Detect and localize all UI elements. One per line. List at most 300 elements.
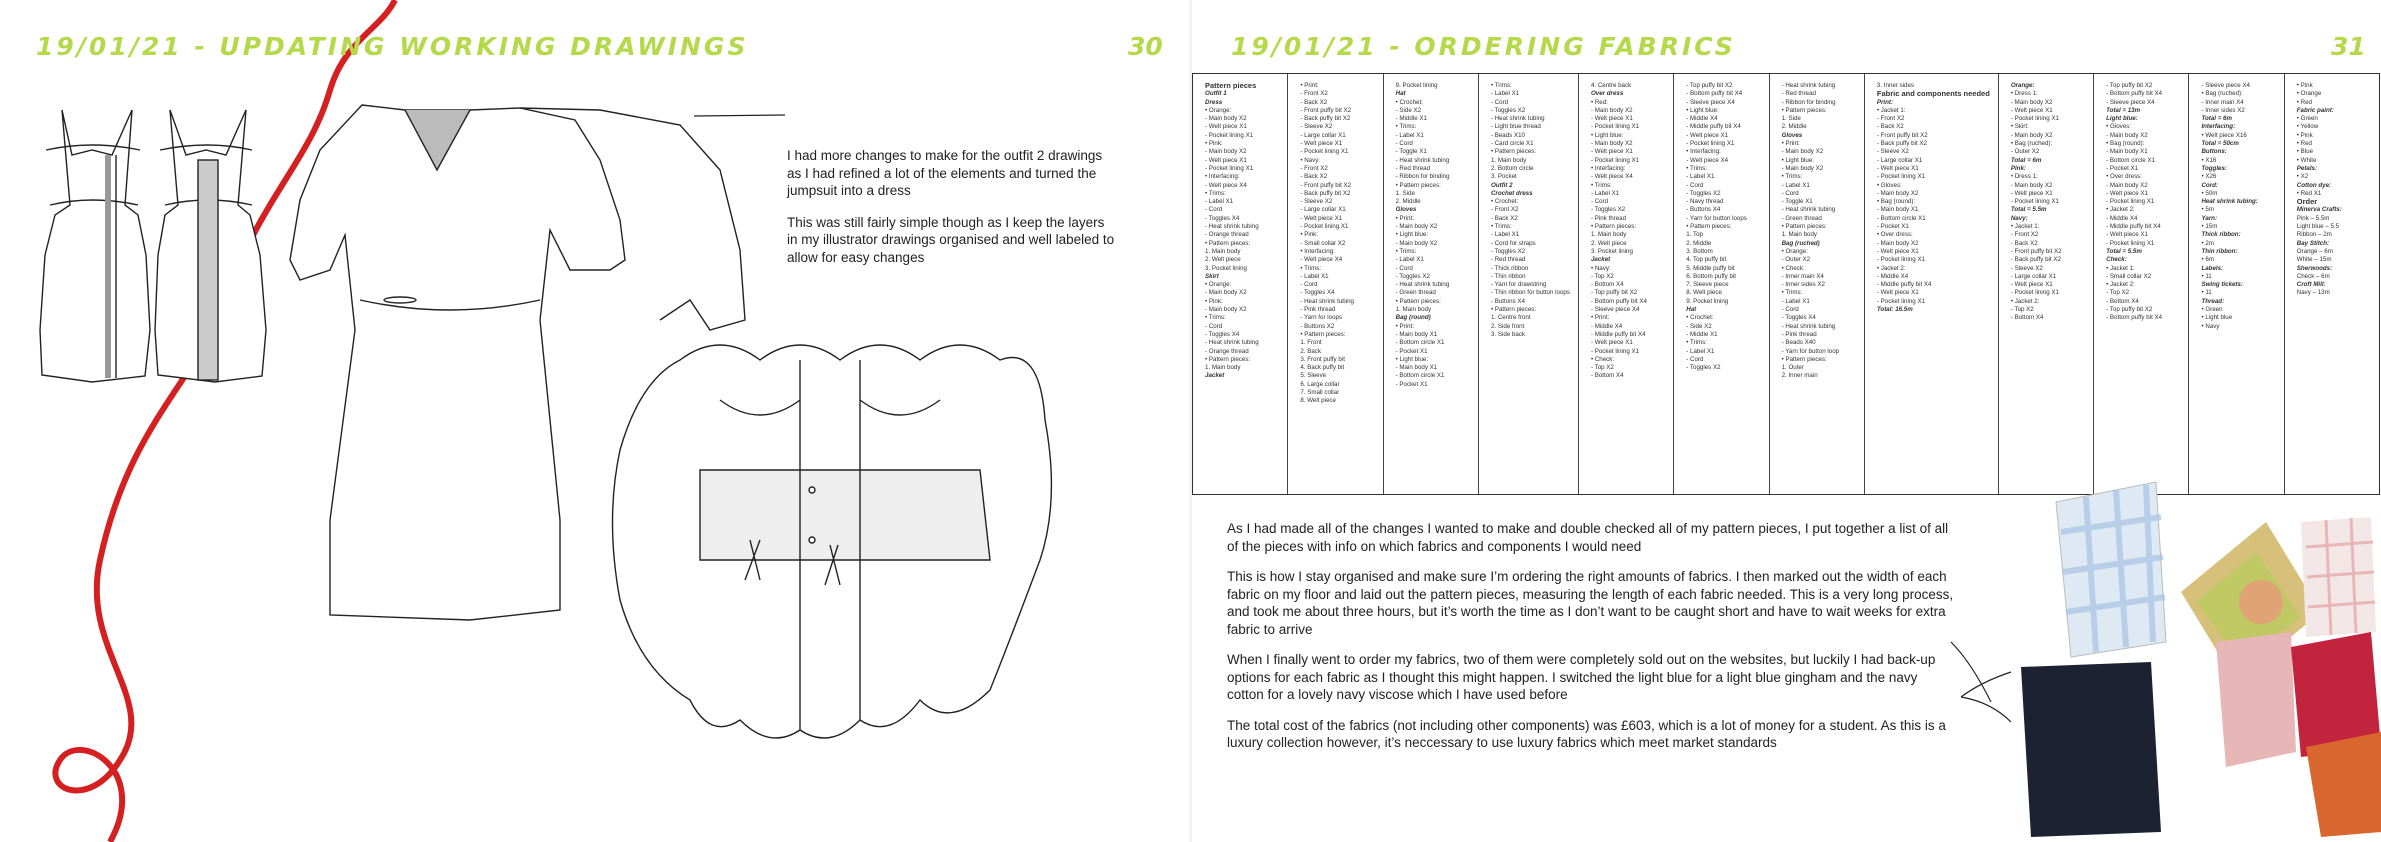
fabric-list-line: Bag (round)	[1395, 314, 1431, 322]
drawing-notes	[787, 147, 1117, 266]
fabric-list-line: - Cord	[1781, 189, 1799, 197]
fabric-list-line: - Middle X1	[1395, 115, 1427, 123]
fabric-list-line: 3. Inner sides	[1876, 82, 1915, 89]
fabric-list-line: - Bottom X4	[2106, 297, 2139, 305]
fabric-list-line: - Yarn for button loop	[1781, 347, 1840, 355]
fabric-list-line: Total = 6m	[2010, 156, 2042, 164]
fabric-list-line: Cotton dye:	[2296, 181, 2332, 189]
fabric-list-line: • X2	[2296, 173, 2309, 181]
fabric-list-line: - Small collar X2	[2106, 272, 2152, 280]
fabric-list-line: - Front X2	[2010, 231, 2039, 239]
fabric-list-line: Total: 16.5m	[1876, 306, 1913, 314]
fabric-list-line: • Green	[2201, 306, 2223, 314]
fabric-list-line: • Skirt:	[2010, 123, 2029, 131]
fabric-list-line: • Blue	[2296, 148, 2314, 156]
fabric-list-line: - Main body X2	[1205, 115, 1247, 123]
fabric-list-line: 2. Welt piece	[1205, 256, 1241, 264]
fabric-list-line: • Orange:	[1205, 281, 1232, 289]
fabric-list-line: - Toggles X2	[1686, 189, 1721, 197]
fabric-list-line: Minerva Crafts:	[2296, 206, 2342, 214]
fabric-list-line: - Welt piece X1	[1300, 140, 1343, 148]
fabric-list-line: - Outer X2	[1781, 256, 1811, 264]
fabric-list-line: - Yarn for button loops	[1686, 214, 1747, 222]
fabric-list-line: • Pattern pieces:	[1686, 223, 1732, 231]
right-page	[1191, 0, 2381, 842]
fabric-list-line: 1. Main body	[1781, 231, 1817, 239]
fabric-list-line: Thin ribbon:	[2201, 247, 2238, 255]
fabric-list-line: - Back puffy bit X2	[1876, 140, 1927, 148]
fabric-list-line: - Front X2	[1300, 164, 1328, 172]
fabric-list-line: - Bottom X4	[1590, 372, 1624, 380]
fabric-list-line: - Light blue thread	[1490, 123, 1541, 131]
fabric-list-line: • Orange:	[1205, 106, 1232, 114]
fabric-list-line: • Jacket 1:	[2106, 264, 2135, 272]
fabric-list-line: - Main body X1	[1395, 364, 1438, 372]
fabric-list-line: - Red thread	[1781, 90, 1816, 98]
fabric-list-line: 1. Top	[1686, 231, 1703, 239]
fabric-list-line: - Pocket lining X1	[1876, 173, 1926, 181]
fabric-list-line: - Main body X2	[2010, 131, 2053, 139]
fabric-list-line: Outfit 1	[1205, 90, 1227, 98]
fabric-list-line: - Bottom X4	[1590, 281, 1624, 289]
fabric-list-line: - Label X1	[1490, 90, 1520, 98]
fabric-list-line: - Back X2	[2010, 239, 2038, 247]
fabric-list-line: - Navy thread	[1686, 198, 1724, 206]
fabric-list-line: 7. Sleeve piece	[1686, 281, 1729, 289]
fabric-list-line: • Print:	[1395, 214, 1414, 222]
fabric-list-line: - Outer X2	[2010, 148, 2040, 156]
fabric-list-line: - Label X1	[1205, 198, 1234, 206]
fabric-list-line: Interfacing:	[2201, 123, 2236, 131]
fabric-list-line: - Main body X2	[1876, 189, 1919, 197]
fabric-list-line: - Top puffy bit X2	[2106, 306, 2153, 314]
fabric-list-line: 3. Pocket lining	[1205, 264, 1247, 272]
fabric-list-line: Orange:	[2010, 82, 2035, 89]
fabric-list-line: - Large collar X1	[1300, 206, 1346, 214]
fabric-list-line: - Welt piece X4	[1205, 181, 1247, 189]
fabric-list-line: • Navy:	[1590, 264, 1611, 272]
fabric-list-line: - Thin ribbon for button loops	[1490, 289, 1570, 297]
fabric-list-line: - Ribbon for binding	[1395, 173, 1450, 181]
fabric-list-line: - Pocket lining X1	[2010, 289, 2059, 297]
fabric-list-line: 4. Top puffy bit	[1686, 256, 1727, 264]
page-number: 30	[1128, 32, 1163, 61]
fabric-list-line: - Pink thread	[1300, 306, 1336, 314]
fabric-list-line: - Front X2	[1490, 206, 1519, 214]
fabric-list-line: • Bag (round):	[2106, 140, 2145, 148]
fabric-list-line: - Toggle X1	[1781, 198, 1813, 206]
fabric-list-line: Skirt	[1205, 272, 1219, 280]
fabric-list-line: - Middle X4	[1686, 115, 1718, 123]
fabric-list-line: • Welt piece X16	[2201, 131, 2247, 139]
fabric-list-column	[1999, 74, 2094, 494]
fabric-list-line: • Pattern pieces:	[1205, 239, 1251, 247]
fabric-list-line: • Bag (ruched):	[2010, 140, 2053, 148]
fabric-list-line: Swing tickets:	[2201, 281, 2244, 289]
fabric-list-line: - Sleeve piece X4	[2201, 82, 2250, 89]
fabric-list-line: - Cord	[1205, 322, 1223, 330]
fabric-list-column	[1579, 74, 1674, 494]
left-page	[0, 0, 1190, 842]
fabric-list-line: • Yellow	[2296, 123, 2319, 131]
fabric-list-line: - Pocket lining X1	[1876, 256, 1926, 264]
fabric-list-column	[1865, 74, 1999, 494]
fabric-list-line: - Main body X2	[1205, 148, 1247, 156]
fabric-list-line: • Trims:	[1395, 247, 1417, 255]
fabric-list-line: • Trims:	[1490, 223, 1512, 231]
fabric-list-line: 2. Middle	[1781, 123, 1807, 131]
fabric-list-line: - Inner main X4	[2201, 98, 2244, 106]
fabric-list-line: Navy:	[2010, 214, 2028, 222]
fabric-list-line: - Middle X4	[2106, 214, 2138, 222]
fabric-list-line: - Ribbon for binding	[1781, 98, 1836, 106]
fabric-list-line: Orange – 6m	[2296, 247, 2333, 255]
fabric-list-line: Light blue – 5.5	[2296, 223, 2340, 231]
fabric-list-line: - Welt piece X4	[1590, 173, 1633, 181]
fabric-list-line: 2. Middle	[1686, 239, 1712, 247]
fabric-list-line: - Main body X2	[2010, 181, 2053, 189]
fabric-list-line: - Main body X2	[1395, 239, 1438, 247]
fabric-list-line: - Back puffy bit X2	[1300, 115, 1351, 123]
fabric-list-line: • Red	[2296, 140, 2312, 148]
fabric-list-line: Over dress	[1590, 90, 1624, 98]
fabric-list-line: - Side X2	[1395, 106, 1422, 114]
fabric-list-line: 8. Welt piece	[1686, 289, 1722, 297]
fabric-list-line: 8. Welt piece	[1300, 397, 1336, 405]
ordering-notes	[1227, 520, 1957, 765]
fabric-list-line: 2. Bottom circle	[1490, 164, 1534, 172]
fabric-list-line: • 5m	[2201, 206, 2214, 214]
fabric-list-line: • Trims:	[1205, 189, 1226, 197]
fabric-list-line: - Pocket lining X1	[2106, 198, 2155, 206]
fabric-list-line: - Heat shrink tubing	[1395, 156, 1450, 164]
fabric-list-line: - Welt piece X4	[1686, 156, 1729, 164]
fabric-list-line: - Heat shrink tubing	[1781, 322, 1836, 330]
fabric-list-line: - Label X1	[1686, 173, 1715, 181]
fabric-list-line: - Inner sides X2	[2201, 106, 2245, 114]
fabric-list-line: Croft Mill:	[2296, 281, 2326, 289]
fabric-list-line: Gloves	[1781, 131, 1803, 139]
fabric-list-line: • 15m	[2201, 223, 2218, 231]
fabric-list-line: - Heat shrink tubing	[1781, 206, 1836, 214]
fabric-list-line: - Bottom X4	[2010, 314, 2044, 322]
fabric-list-line: Jacket	[1590, 256, 1611, 264]
fabric-list-line: - Inner sides X2	[1781, 281, 1825, 289]
fabric-list-line: 6. Large collar	[1300, 380, 1340, 388]
fabric-list-line: - Bottom puffy bit X4	[2106, 90, 2163, 98]
fabric-list-line: Dress	[1205, 98, 1223, 106]
fabric-list-line: • Pink:	[1300, 231, 1318, 239]
corset-dress-back	[155, 110, 266, 382]
fabric-list-line: - Top X2	[2106, 289, 2130, 297]
fabric-list-line: • X26	[2201, 173, 2217, 181]
fabric-list-column	[1288, 74, 1383, 494]
fabric-list-line: Buttons:	[2201, 148, 2227, 156]
fabric-list-line: Print:	[1876, 98, 1894, 106]
fabric-list-line: - Heat shrink tubing	[1781, 82, 1836, 89]
fabric-list-line: - Toggles X2	[1490, 247, 1526, 255]
fabric-list-line: - Back X2	[1300, 98, 1328, 106]
fabric-list-line: - Thick ribbon	[1490, 264, 1529, 272]
fabric-list-line: - Cord	[1590, 198, 1609, 206]
fabric-list-line: 9. Pocket lining	[1686, 297, 1729, 305]
fabric-list-line: - Toggles X4	[1205, 214, 1240, 222]
fabric-list-line: 2. Middle	[1395, 198, 1421, 206]
fabric-list-line: - Large collar X1	[1876, 156, 1923, 164]
fabric-list-line: - Buttons X4	[1490, 297, 1525, 305]
fabric-list-line: • Print:	[1781, 140, 1800, 148]
fabric-list-line: • Print:	[1300, 82, 1319, 89]
fabric-list-line: - Top puffy bit X2	[1686, 82, 1733, 89]
fabric-list-line: - Main body X2	[1781, 148, 1824, 156]
fabric-list-line: - Thin ribbon	[1490, 272, 1526, 280]
fabric-list-line: • Trims:	[1590, 181, 1612, 189]
fabric-list-line: • Light blue:	[1395, 355, 1429, 363]
fabric-list-line: - Welt piece X1	[2010, 281, 2053, 289]
fabric-list-line: • Orange:	[1781, 247, 1808, 255]
ordering-paragraph-4: The total cost of the fabrics (not including other components) was £603, which is a lot of money for a student. As this is a luxury collection however, it’s neccessary to use luxury fabrics which meet market standards	[1227, 717, 1946, 750]
fabric-list-line: • Pattern pieces:	[1781, 223, 1827, 231]
fabric-list-line: 3. Side back	[1490, 330, 1525, 338]
fabric-list-line: - Pocket lining X1	[2010, 198, 2059, 206]
page-number: 31	[2331, 32, 2366, 61]
fabric-list-line: - Pocket lining X1	[1300, 148, 1349, 156]
fabric-list-line: - Buttons X2	[1300, 322, 1335, 330]
fabric-list-line: - Main body X2	[1590, 106, 1633, 114]
fabric-list-line: - Front puffy bit X2	[1300, 181, 1352, 189]
fabric-list-line: - Bottom circle X1	[1395, 339, 1445, 347]
fabric-list-line: • Pink:	[1205, 297, 1223, 305]
note-paragraph-2: This was still fairly simple though as I keep the layers in my illustrator drawings organised and well labeled to allow for easy changes	[787, 214, 1115, 265]
fabric-list-line: • 50m	[2201, 189, 2218, 197]
fabric-list-line: 1. Main body	[1590, 231, 1627, 239]
fabric-list-line: - Welt piece X1	[2010, 106, 2053, 114]
fabric-list-line: - Welt piece X1	[1590, 148, 1633, 156]
fabric-list-line: - Pocket lining X1	[1300, 223, 1349, 231]
fabric-list-line: - Main body X2	[1590, 140, 1633, 148]
fabric-list-line: • Dress 1:	[2010, 90, 2038, 98]
fabric-list-line: Total = 5.5m	[2010, 206, 2047, 214]
corset-dress-front	[40, 110, 150, 382]
fabric-list-line: - Label X1	[1781, 181, 1810, 189]
fabric-list-line: - Buttons X4	[1686, 206, 1721, 214]
note-paragraph-1: I had more changes to make for the outfit 2 drawings as I had refined a lot of the elements and turned the jumpsuit into a dress	[787, 148, 1103, 198]
fabric-list-line: • Print:	[1590, 314, 1610, 322]
fabric-list-line: 3. Pocket lining	[1590, 247, 1633, 255]
fabric-list-line: - Cord	[1300, 281, 1318, 289]
fabric-list-line: - Main body X2	[2106, 131, 2148, 139]
fabric-list-line: - Sleeve X2	[1300, 123, 1333, 131]
fabric-list-line: • Green	[2296, 115, 2318, 123]
fabric-list-line: 4. Back puffy bit	[1300, 364, 1345, 372]
fabric-list-line: - Middle X1	[1686, 330, 1718, 338]
fabric-list-line: - Heat shrink tubing	[1205, 339, 1259, 347]
fabric-list-line: 6. Bottom puffy bit	[1686, 272, 1737, 280]
fabric-list-line: 5. Sleeve	[1300, 372, 1327, 380]
fabric-list-line: Sherwoods:	[2296, 264, 2333, 272]
fabric-list-line: - Heat shrink tubing	[1490, 115, 1545, 123]
fabric-list-line: - Main body X1	[1876, 206, 1919, 214]
fabric-list-line: - Welt piece X1	[1205, 156, 1247, 164]
fabric-list-line: 1. Side	[1395, 189, 1415, 197]
fabric-list-line: Pink:	[2010, 164, 2026, 172]
ordering-paragraph-3: When I finally went to order my fabrics, two of them were completely sold out on the websites, but luckily I had back-up options for each fabric as I thought this might happen. I switched the light blue for a light blue gingham and the navy cotton for a lovely navy viscose which I have used before	[1227, 652, 1936, 702]
fabric-list-line: - Large collar X1	[1300, 131, 1346, 139]
fabric-list-line: - Label X1	[1300, 272, 1329, 280]
fabric-list-line: • Jacket 2:	[2106, 206, 2135, 214]
fabric-list-line: - Welt piece X1	[1300, 214, 1343, 222]
fabric-list-line: - Sleeve piece X4	[2106, 98, 2155, 106]
fabric-list-line: - Bottom puffy bit X4	[1590, 297, 1647, 305]
fabric-list-line: - Middle puffy bit X4	[1590, 330, 1646, 338]
fabric-list-line: • Trims:	[1205, 314, 1226, 322]
gingham-swatch	[2056, 482, 2166, 657]
fabric-list-line: • Pattern pieces:	[1395, 181, 1441, 189]
fabric-list-line: • Crochet:	[1490, 198, 1519, 206]
fabric-list-column	[2189, 74, 2284, 494]
fabric-list-line: 1. Main body	[1205, 247, 1241, 255]
fabric-list-line: - Green thread	[1781, 214, 1822, 222]
fabric-list-line: - Middle X4	[1876, 272, 1909, 280]
fabric-list-line: - Pocket X1	[1876, 223, 1909, 231]
fabric-list-line: - Cord	[1205, 206, 1223, 214]
fabric-list-line: 3. Front puffy bit	[1300, 355, 1345, 363]
fabric-list-line: - Green thread	[1395, 289, 1436, 297]
fabric-list-line: Thread:	[2201, 297, 2225, 305]
page-title: 19/01/21 - UPDATING WORKING DRAWINGS	[36, 32, 749, 61]
fabric-list-line: - Cord	[1395, 140, 1413, 148]
fabric-list-line: • Gloves:	[1876, 181, 1902, 189]
fabric-list-line: - Heat shrink tubing	[1300, 297, 1354, 305]
fabric-list-line: - Back puffy bit X2	[2010, 256, 2061, 264]
fabric-list-line: - Pocket lining X1	[2106, 239, 2155, 247]
fabric-list-column	[2285, 74, 2379, 494]
fabric-list-line: Toggles:	[2201, 164, 2227, 172]
fabric-list-line: Check:	[2106, 256, 2127, 264]
fabric-list-line: • Interfacing:	[1300, 247, 1335, 255]
fabric-list-line: - Pocket X1	[1395, 380, 1428, 388]
fabric-list-line: - Welt piece X1	[1590, 115, 1633, 123]
fabric-list-line: - Label X1	[1490, 231, 1520, 239]
fabric-list-line: - Beads X40	[1781, 339, 1816, 347]
fabric-list-line: Pattern pieces	[1205, 81, 1257, 90]
fabric-list-line: • Over dress:	[1876, 231, 1913, 239]
fabric-list-line: • Pattern pieces:	[1205, 355, 1251, 363]
fabric-list-column	[1384, 74, 1479, 494]
fabric-list-line: 3. Pocket	[1490, 173, 1517, 181]
fabric-list-line: • 11	[2201, 272, 2212, 280]
fabric-list-line: - Back puffy bit X2	[1300, 189, 1351, 197]
fabric-list-line: - Front puffy bit X2	[1876, 131, 1928, 139]
fabric-list-line: - Middle puffy bit X4	[1876, 281, 1932, 289]
fabric-list-line: - Front puffy bit X2	[2010, 247, 2062, 255]
fabric-list-line: Heat shrink tubing:	[2201, 198, 2258, 206]
fabric-list-line: Jacket	[1205, 372, 1225, 380]
fabric-list-line: • Pattern pieces:	[1300, 330, 1346, 338]
fabric-list-line: 2. Welt piece	[1590, 239, 1627, 247]
fabric-list-line: - Cord	[1781, 306, 1799, 314]
fabric-list-line: 5. Middle puffy bit	[1686, 264, 1735, 272]
fabric-list-line: • 11	[2201, 289, 2212, 297]
fabric-list-line: 4. Centre back	[1590, 82, 1632, 89]
fabric-list-line: • Red	[2296, 98, 2312, 106]
fabric-list-line: - Pocket lining X1	[2010, 115, 2059, 123]
fabric-list-line: - Red thread	[1490, 256, 1526, 264]
fabric-list-line: - Front X2	[1876, 115, 1905, 123]
fabric-list-line: - Cord	[1686, 181, 1704, 189]
navy-swatch	[2021, 662, 2161, 837]
fabric-list-line: • Navy	[2201, 322, 2220, 330]
fabric-list-line: Outfit 2	[1490, 181, 1513, 189]
fabric-list-line: - Cord for straps	[1490, 239, 1536, 247]
orange-swatch	[2306, 732, 2381, 837]
fabric-list-line: • Light blue:	[1590, 131, 1624, 139]
fabric-list-line: • Jacket 1:	[2010, 223, 2040, 231]
fabric-list-line: • Jacket 2:	[2010, 297, 2040, 305]
fabric-list-line: - Welt piece X1	[1876, 289, 1919, 297]
fabric-list-line: - Label X1	[1781, 297, 1810, 305]
fabric-list-line: - Sleeve piece X4	[1686, 98, 1735, 106]
fabric-list-line: - Welt piece X1	[2010, 189, 2053, 197]
fabric-list-line: Fabric paint:	[2296, 106, 2334, 114]
fabric-list-line: • Interfacing:	[1205, 173, 1240, 181]
fabric-list-line: • Jacket 2:	[2106, 281, 2135, 289]
fabric-list-line: - Main body X1	[1395, 330, 1438, 338]
fabric-list-line: - Sleeve piece X4	[1590, 306, 1640, 314]
fabric-list-line: 1. Side	[1781, 115, 1801, 123]
fabric-list-line: - Back X2	[1876, 123, 1904, 131]
fabric-list-line: Cord:	[2201, 181, 2218, 189]
fabric-list-line: • Gloves:	[2106, 123, 2131, 131]
fabric-list-line: - Toggles X2	[1395, 272, 1430, 280]
fabric-list-line: - Pocket lining X1	[1590, 123, 1640, 131]
fabric-list-line: - Welt piece X1	[1876, 247, 1919, 255]
check-swatch	[2301, 517, 2376, 637]
fabric-list-line: • X16	[2201, 156, 2217, 164]
fabric-list-line: - Main body X2	[1205, 306, 1247, 314]
fabric-list-line: • Trims:	[1300, 264, 1322, 272]
fabric-list-line: - Pocket lining X1	[1590, 156, 1640, 164]
fabric-list-line: - Welt piece X1	[1876, 164, 1919, 172]
fabric-list-line: - Back X2	[1300, 173, 1328, 181]
fabric-list-line: • Navy:	[1300, 156, 1321, 164]
fabric-list-line: 1. Main body	[1490, 156, 1527, 164]
fabric-list-line: - Middle X4	[1590, 322, 1623, 330]
fabric-list-line: • Trims:	[1686, 339, 1707, 347]
fabric-list-line: - Welt piece X1	[2106, 231, 2148, 239]
fabric-list-line: - Side X2	[1686, 322, 1712, 330]
fabric-list-line: • Over dress:	[2106, 173, 2142, 181]
fabric-list-line: - Bottom circle X1	[1876, 214, 1926, 222]
fabric-list-line: - Cord	[1686, 355, 1704, 363]
fabric-list-line: - Pocket lining X1	[1205, 131, 1254, 139]
fabric-list-column	[1479, 74, 1579, 494]
fabric-list-line: Total = 5.5m	[2106, 247, 2142, 255]
fabric-list-line: • Light blue:	[1686, 106, 1719, 114]
fabric-list-line: • Check:	[1781, 264, 1805, 272]
fabric-list-line: - Top puffy bit X2	[1590, 289, 1638, 297]
pink-swatch	[2216, 632, 2296, 767]
fabric-list-line: • Interfacing:	[1686, 148, 1721, 156]
fabric-list-line: - Pink thread	[1590, 214, 1627, 222]
fabric-list-line: - Orange thread	[1205, 231, 1249, 239]
fabric-list-line: - Toggle X1	[1395, 148, 1427, 156]
fabric-list-line: • Pattern pieces:	[1395, 297, 1441, 305]
fabric-list-line: - Toggles X4	[1205, 330, 1240, 338]
fabric-list-column	[1770, 74, 1865, 494]
fabric-list-line: 1. Main body	[1205, 364, 1241, 372]
fabric-list-line: Petals:	[2296, 164, 2318, 172]
